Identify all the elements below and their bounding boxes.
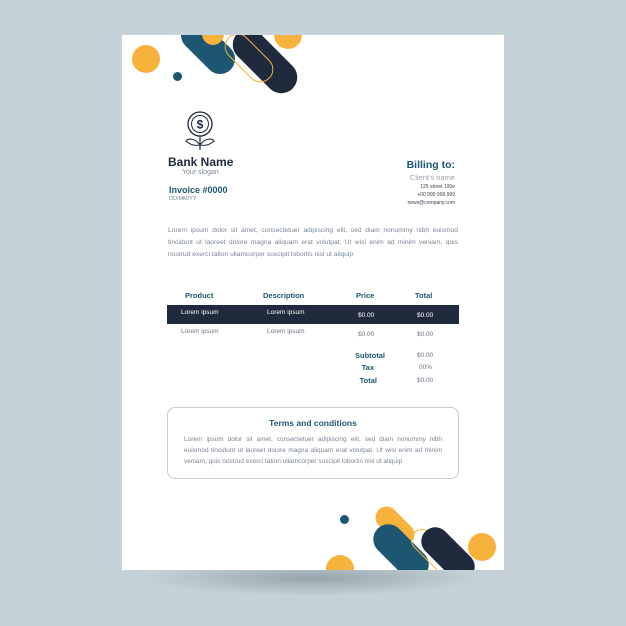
decor-orange-circle xyxy=(468,533,496,561)
tax-value: 00% xyxy=(419,364,433,371)
table-header-product: Product xyxy=(185,291,214,300)
total-label: Total xyxy=(359,376,377,385)
terms-body: Lorem ipsum dolor sit amet, consectetuer adipiscing elit, sed diam nonummy nibh euismod tincidunt ut laoreet dolore magna aliquam erat volutpat. Ut wisi enim ad minim veniam, quis nostrud exerci tation ullamcorper suscipit lobortis nisl ut aliquip xyxy=(184,436,442,465)
table-cell-total: $0.00 xyxy=(417,312,434,319)
table-cell-price: $0.00 xyxy=(358,312,375,319)
client-name: Client's name xyxy=(409,173,455,182)
table-cell-product: Lorem ipsum xyxy=(181,309,219,316)
bank-name: Bank Name xyxy=(168,155,234,169)
subtotal-value: $0.00 xyxy=(417,352,434,359)
billing-title: Billing to: xyxy=(406,159,455,171)
table-header-description: Description xyxy=(263,291,305,300)
table-cell-price: $0.00 xyxy=(358,331,375,338)
total-value: $0.00 xyxy=(417,377,434,384)
slogan: Your slogan xyxy=(182,169,219,176)
table-cell-description: Lorem ipsum xyxy=(267,309,305,316)
table-header-price: Price xyxy=(356,291,375,300)
client-phone: +00 999 999 999 xyxy=(417,192,455,198)
table-header-total: Total xyxy=(415,291,433,300)
invoice-number: Invoice #0000 xyxy=(169,185,228,195)
dollar-coin-plant-icon xyxy=(183,111,217,151)
decor-orange-semicircle xyxy=(326,555,354,570)
subtotal-label: Subtotal xyxy=(355,351,385,360)
svg-text:$: $ xyxy=(196,117,204,132)
table-cell-description: Lorem ipsum xyxy=(267,328,305,335)
table-cell-total: $0.00 xyxy=(417,331,434,338)
decor-orange-circle xyxy=(132,45,160,73)
decor-orange-semicircle xyxy=(274,35,302,49)
billing-block xyxy=(407,159,455,206)
decor-teal-dot xyxy=(173,72,182,81)
table-cell-product: Lorem ipsum xyxy=(181,328,219,335)
terms-box xyxy=(167,407,459,479)
intro-paragraph: Lorem ipsum dolor sit amet, consectetuer adipiscing elit, sed diam nonummy nibh euismod tincidunt ut laoreet dolore magna aliquam erat volutpat. Ut wisi enim ad minim veniam, quis nostrud exerci tation ullamcorper suscipit lobortis nisl ut aliquip xyxy=(168,227,458,258)
client-address: 125 street 100e xyxy=(420,184,455,190)
decor-teal-dot xyxy=(340,515,349,524)
tax-label: Tax xyxy=(361,363,374,372)
terms-title: Terms and conditions xyxy=(269,418,357,428)
invoice-page xyxy=(122,35,504,570)
client-email: news@company.com xyxy=(407,200,455,206)
invoice-date: DD/MM/YY xyxy=(169,196,197,202)
